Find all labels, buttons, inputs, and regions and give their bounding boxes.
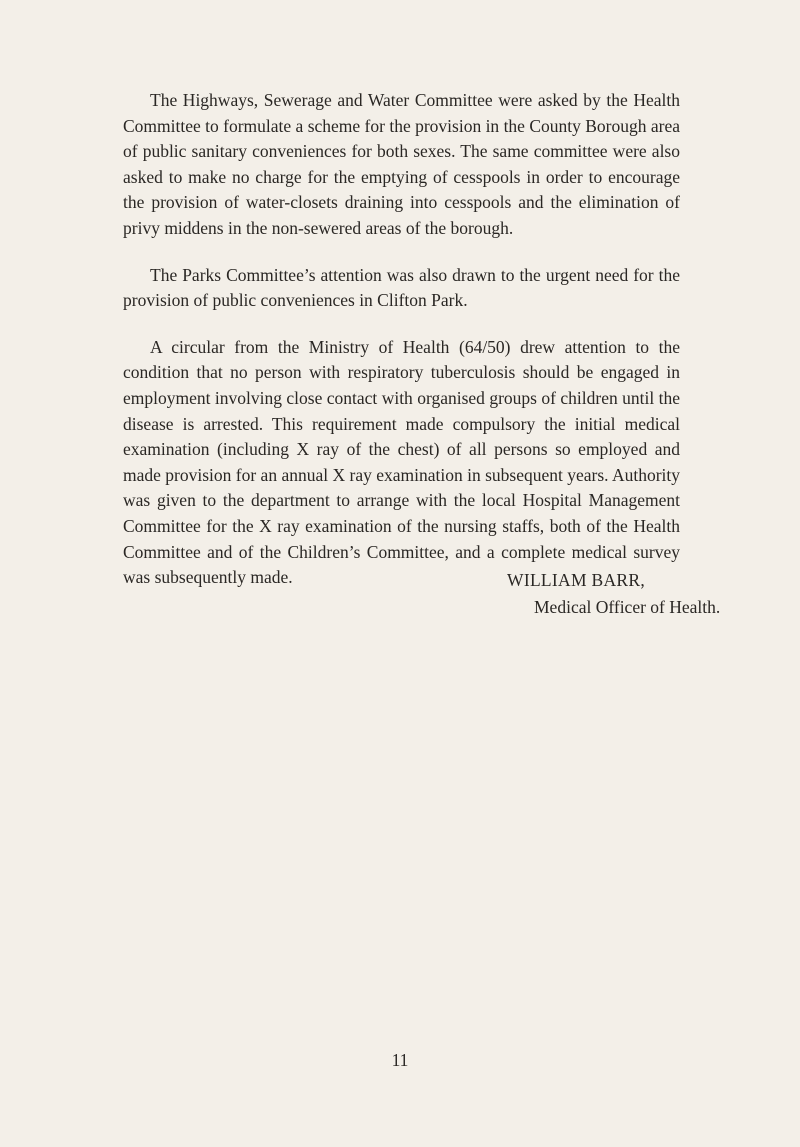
body-text xyxy=(123,88,680,612)
paragraph-sanitary-conveniences: The Highways, Sewerage and Water Committee were asked by the Health Committee to formulate a scheme for the provision in the County Borough area of public sanitary conveniences for both sexes. The same committee were also asked to make no charge for the emptying of cesspools in order to encourage the provision of water-closets draining into cesspools and the elimination of privy middens in the non-sewered areas of the borough. xyxy=(123,90,680,238)
signatory-name: WILLIAM BARR, xyxy=(507,570,646,590)
signatory-title: Medical Officer of Health. xyxy=(534,597,721,617)
paragraph-tuberculosis-circular: A circular from the Ministry of Health (64/50) drew attention to the condition that no person with respiratory tuberculosis should be engaged in employment involving close contact with organised groups of children until the disease is arrested. This requirement made compulsory the initial medical examination (including X ray of the chest) of all persons so employed and made provision for an annual X ray examination in subsequent years. Authority was given to the department to arrange with the local Hospital Management Committee for the X ray examination of the nursing staffs, both of the Health Committee and of the Children’s Committee, and a complete medical survey was subsequently made. xyxy=(123,336,680,588)
page-number: 11 xyxy=(391,1050,409,1070)
paragraph-clifton-park: The Parks Committee’s attention was also drawn to the urgent need for the provision of public conveniences in Clifton Park. xyxy=(123,264,680,311)
